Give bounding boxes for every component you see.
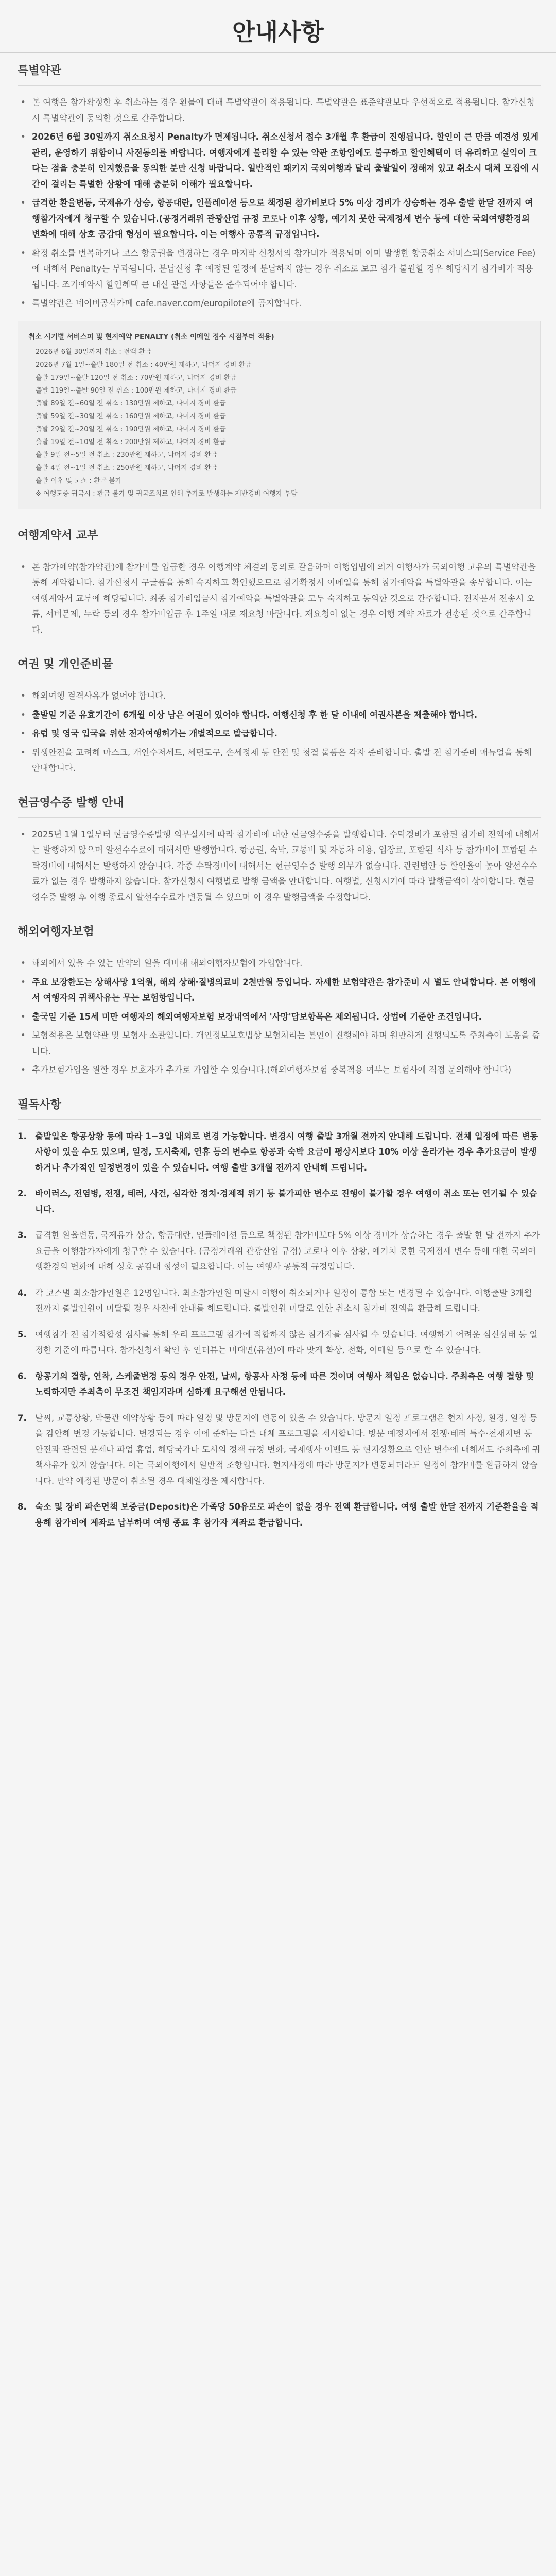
notice-item: 6. 항공기의 결항, 연착, 스케줄변경 등의 경우 안전, 날씨, 항공사 사정 등에 따른 것이며 여행사 책임은 없습니다. 주최측은 여행 결항 및 노력하지만 주최측이 무조건 책임지라며 심하게 요구해선 안됩니다.: [18, 1371, 534, 1397]
terms-list: [18, 95, 541, 312]
section-contract: [18, 527, 541, 638]
notice-item: 7. 날씨, 교통상황, 박물관 예약상황 등에 따라 일정 및 방문지에 변동이 있을 수 있습니다. 방문지 일정 프로그램은 현지 사정, 환경, 일정 등을 감안해 변경 가능합니다. 변경되는 경우 이에 준하는 다른 대체 프로그램을 제시합니다. 방문 예정지에서 전쟁·테러 특수·천재지변 등 안전과 관련된 문제나 파업 휴업, 해당국가나 도시의 정책 규정 변화, 국제행사 이벤트 등 현지상황으로 인한 변수에 대해서도 주최측에 귀책사유가 있지 않습니다. 이는 국외여행에서 일반적 조항입니다. 현지사정에 따라 방문지가 변동되더라도 일정이 참가비를 환급하지 않습니다. 만약 예정된 방문이 취소될 경우 대체일정을 제시합니다.: [18, 1413, 541, 1486]
list-item: • 본 여행은 참가확정한 후 취소하는 경우 환불에 대해 특별약관이 적용됩니다. 특별약관은 표준약관보다 우선적으로 적용됩니다. 참가신청시 특별약관에 동의한 것으로 간주합니다.: [18, 95, 541, 126]
list-item: • 출국일 기준 15세 미만 여행자의 해외여행자보험 보장내역에서 '사망'담보항목은 제외됩니다. 상법에 기준한 조건입니다.: [18, 1009, 541, 1025]
list-item: • 출발일 기준 유효기간이 6개월 이상 남은 여권이 있어야 합니다. 여행신청 후 한 달 이내에 여권사본을 제출해야 합니다.: [18, 707, 541, 723]
section-receipt: [18, 794, 541, 906]
notice-item: 3. 급격한 환율변동, 국제유가 상승, 항공대란, 인플레이션 등으로 책정된 참가비보다 5% 이상 경비가 상승하는 경우 출발 한 달 전까지 추가요금을 여행참가자에게 청구할 수 있습니다. (공정거래위 관광산업 규정) 코로나 이후 상황, 예기치 못한 국제정세 변수 등에 대한 국외여행환경의 변화에 대해 상호 공감대 형성이 필요합니다. 이는 여행사 공통적 규정입니다.: [18, 1230, 541, 1272]
section-insurance: [18, 923, 541, 1078]
fee-row: 출발 29일 전~20일 전 취소 : 190만원 제하고, 나머지 경비 환급: [36, 425, 226, 433]
fee-row: 출발 119일~출발 90일 전 취소 : 100만원 제하고, 나머지 경비 환급: [36, 386, 237, 395]
list-item: • 해외여행 결격사유가 없어야 합니다.: [18, 688, 541, 704]
section-passport: [18, 655, 541, 776]
section-title-notice: 필독사항: [18, 1098, 62, 1111]
list-item: • 해외에서 있을 수 있는 만약의 일을 대비해 해외여행자보험에 가입합니다.: [18, 956, 541, 972]
section-title-insurance: 해외여행자보험: [18, 925, 94, 938]
list-item: • 2026년 6월 30일까지 취소요청시 Penalty가 면제됩니다. 취소신청서 접수 3개월 후 환급이 진행됩니다. 할인이 큰 만큼 예견성 있게 관리, 운영하기 위함이니 사전동의를 바랍니다. 여행자에게 불리할 수 있는 약관 조항임에도 불구하고 할인혜택이 더 유리하고 실익이 크다는 점을 충분히 인지했음을 동의한 분만 신청 바랍니다. 일반적인 패키지 국외여행과 달리 출발일이 정해져 있고 취소시 대체 모집에 시간이 걸리는 특별한 상황에 대해 충분히 이해가 필요합니다.: [18, 129, 541, 192]
fee-row: 출발 89일 전~60일 전 취소 : 130만원 제하고, 나머지 경비 환급: [36, 399, 226, 408]
insurance-list: [18, 956, 541, 1078]
list-item: • 본 참가예약(참가약관)에 참가비를 입금한 경우 여행계약 체결의 동의로 갈음하며 여행업법에 의거 여행사가 국외여행 고유의 특별약관을 통해 계약합니다. 참가신청시 구글폼을 통해 숙지하고 확인했으므로 참가확정시 이메일을 통해 참가예약을 특별약관을 송부합니다. 이는 여행계약서 교부에 해당됩니다. 최종 참가비입금시 참가예약을 특별약관을 모두 숙지하고 동의한 것으로 간주합니다. 전자문서 전송시 오류, 서버문제, 누락 등의 경우 참가비입금 후 1주일 내로 재요청 바랍니다. 재요청이 없는 경우 여행 계약 자료가 전송된 것으로 간주합니다.: [18, 560, 541, 638]
passport-list: [18, 688, 541, 776]
page-title: 안내사항: [232, 18, 324, 46]
notice-item: 1. 출발일은 항공상황 등에 따라 1~3일 내외로 변경 가능합니다. 변경시 여행 출발 3개월 전까지 안내해 드립니다. 전체 일정에 따른 변동사항이 있을 수도 있으며, 일정, 도시축제, 연휴 등의 변수로 항공과 숙박 요금이 평상시보다 10% 이상 올라가는 경우 추가요금이 발생하거나 추가적인 일정변경이 있을 수 있습니다. 여행 출발 3개월 전까지 안내해 드립니다.: [18, 1131, 538, 1173]
list-item: • 유럽 및 영국 입국을 위한 전자여행허가는 개별적으로 발급합니다.: [18, 726, 541, 742]
section-terms: [18, 62, 541, 509]
notice-item: 2. 바이러스, 전염병, 전쟁, 테러, 사건, 심각한 정치·경제적 위기 등 불가피한 변수로 진행이 불가할 경우 여행이 취소 또는 연기될 수 있습니다.: [18, 1189, 537, 1214]
notice-item: 8. 숙소 및 장비 파손면책 보증금(Deposit)은 가족당 50유로로 파손이 없을 경우 전액 환급합니다. 여행 출발 한달 전까지 기준환율을 적용해 참가비에 계좌로 납부하며 여행 종료 후 참가자 계좌로 환급합니다.: [18, 1502, 539, 1528]
section-title-passport: 여권 및 개인준비물: [18, 658, 113, 671]
section-title-receipt: 현금영수증 발행 안내: [18, 796, 124, 809]
list-item: • 보험적용은 보험약관 및 보험사 소관입니다. 개인정보보호법상 보험처리는 본인이 진행해야 하며 원만하게 진행되도록 주최측이 도움을 줍니다.: [18, 1028, 541, 1059]
fee-row: 출발 19일 전~10일 전 취소 : 200만원 제하고, 나머지 경비 환급: [36, 438, 226, 446]
section-divider: [18, 85, 541, 86]
section-title-contract: 여행계약서 교부: [18, 529, 98, 542]
section-divider: [18, 817, 541, 818]
list-item: • 주요 보장한도는 상해사망 1억원, 해외 상해·질병의료비 2천만원 등입니다. 자세한 보험약관은 참가준비 시 별도 안내합니다. 본 여행에서 여행자의 귀책사유는 무는 보험항입니다.: [18, 975, 541, 1006]
receipt-list: [18, 827, 541, 906]
list-item: • 2025년 1월 1일부터 현금영수증발행 의무실시에 따라 참가비에 대한 현금영수증을 발행합니다. 수탁경비가 포함된 참가비 전액에 대해서는 발행하지 않으며 알선수수료에 대해서만 발행합니다. 항공권, 숙박, 교통비 및 자동차 이용, 입장료, 포함된 식사 등 참가비에 포함된 수탁경비에 대해서는 발행하지 않습니다. 각종 수탁경비에 대해서는 현금영수증 발행 의무가 없습니다. 관련법안 등 할인율이 높아 알선수수료가 없는 경우 발행하지 않습니다. 참가신청시 여행별로 발행 금액을 안내합니다. 여행별, 신청시기에 따라 발행금액이 상이합니다. 현금영수증 발행 후 여행 종료시 알선수수료가 변동될 수 있으며 이 경우 발행금액을 수정합니다.: [18, 827, 541, 906]
list-item: • 위생안전을 고려해 마스크, 개인수저세트, 세면도구, 손세정제 등 안전 및 청결 물품은 각자 준비합니다. 출발 전 참가준비 매뉴얼을 통해 안내합니다.: [18, 745, 541, 776]
fee-row: 출발 59일 전~30일 전 취소 : 160만원 제하고, 나머지 경비 환급: [36, 412, 226, 420]
fee-row: 출발 이후 및 노쇼 : 환급 불가: [36, 477, 122, 485]
cancellation-fee-box: [18, 321, 541, 509]
contract-list: [18, 560, 541, 638]
list-item: • 급격한 환율변동, 국제유가 상승, 항공대란, 인플레이션 등으로 책정된 참가비보다 5% 이상 경비가 상승하는 경우 출발 한달 전까지 여행참가자에게 청구할 수 있습니다.(공정거래위 관광산업 규정 코로나 이후 상황, 예기치 못한 국제정세 변수 등에 대한 국외여행환경의 변화에 대해 상호 공감대 형성이 필요합니다. 이는 여행사 공통적 규정입니다.: [18, 195, 541, 243]
fee-box-title: 취소 시기별 서비스피 및 현지예약 PENALTY (취소 이메일 접수 시점부터 적용): [28, 332, 274, 341]
fee-note: ※ 여행도중 귀국시 : 환급 불가 및 귀국조치로 인해 추가로 발생하는 제반경비 여행자 부담: [36, 489, 298, 498]
notice-item: 5. 여행참가 전 참가적합성 심사를 통해 우리 프로그램 참가에 적합하지 않은 참가자를 심사할 수 있습니다. 여행하기 어려운 심신상태 등 일정한 기준에 따릅니다. 참가신청서 확인 후 인터뷰는 비대면(유선)에 따라 맞게 화상, 전화, 이메일 등으로 할 수 있습니다.: [18, 1329, 538, 1355]
section-divider: [18, 1119, 541, 1120]
fee-row: 출발 9일 전~5일 전 취소 : 230만원 제하고, 나머지 경비 환급: [36, 451, 218, 459]
section-title-terms: 특별약관: [18, 64, 62, 77]
list-item: • 확정 취소를 번복하거나 코스 항공권을 변경하는 경우 마지막 신청서의 참가비가 적용되며 이미 발생한 항공취소 서비스피(Service Fee)에 대해서 Penalty는 부과됩니다. 분납신청 후 예정된 일정에 분납하지 않는 경우 취소로 보고 참가 불원할 경우 해당시기 참가비가 적용됩니다. 조기예약시 할인혜택 큰 대신 관련 사항들은 준수되어야 합니다.: [18, 246, 541, 293]
list-item: • 추가보험가입을 원할 경우 보호자가 추가로 가입할 수 있습니다.(해외여행자보험 중복적용 여부는 보험사에 직접 문의해야 합니다): [18, 1062, 541, 1078]
notice-list: [18, 1129, 541, 1531]
section-notice: [18, 1096, 541, 1531]
fee-row: 출발 179일~출발 120일 전 취소 : 70만원 제하고, 나머지 경비 환급: [36, 374, 237, 382]
notice-item: 4. 각 코스별 최소참가인원은 12명입니다. 최소참가인원 미달시 여행이 취소되거나 일정이 통합 또는 변경될 수 있습니다. 여행출발 3개월 전까지 출발인원이 미달될 경우 사전에 안내를 해드립니다. 출발인원 미달로 인한 취소시 참가비 전액을 환급해 드립니다.: [18, 1287, 532, 1313]
fee-row: 출발 4일 전~1일 전 취소 : 250만원 제하고, 나머지 경비 환급: [36, 464, 218, 472]
fee-row: 2026년 7월 1일~출발 180일 전 취소 : 40만원 제하고, 나머지 경비 환급: [36, 361, 252, 369]
fee-row: 2026년 6월 30일까지 취소 : 전액 환급: [36, 348, 152, 356]
list-item: • 특별약관은 네이버공식카페 cafe.naver.com/europilote에 공지합니다.: [18, 296, 541, 312]
content: [0, 53, 556, 1531]
